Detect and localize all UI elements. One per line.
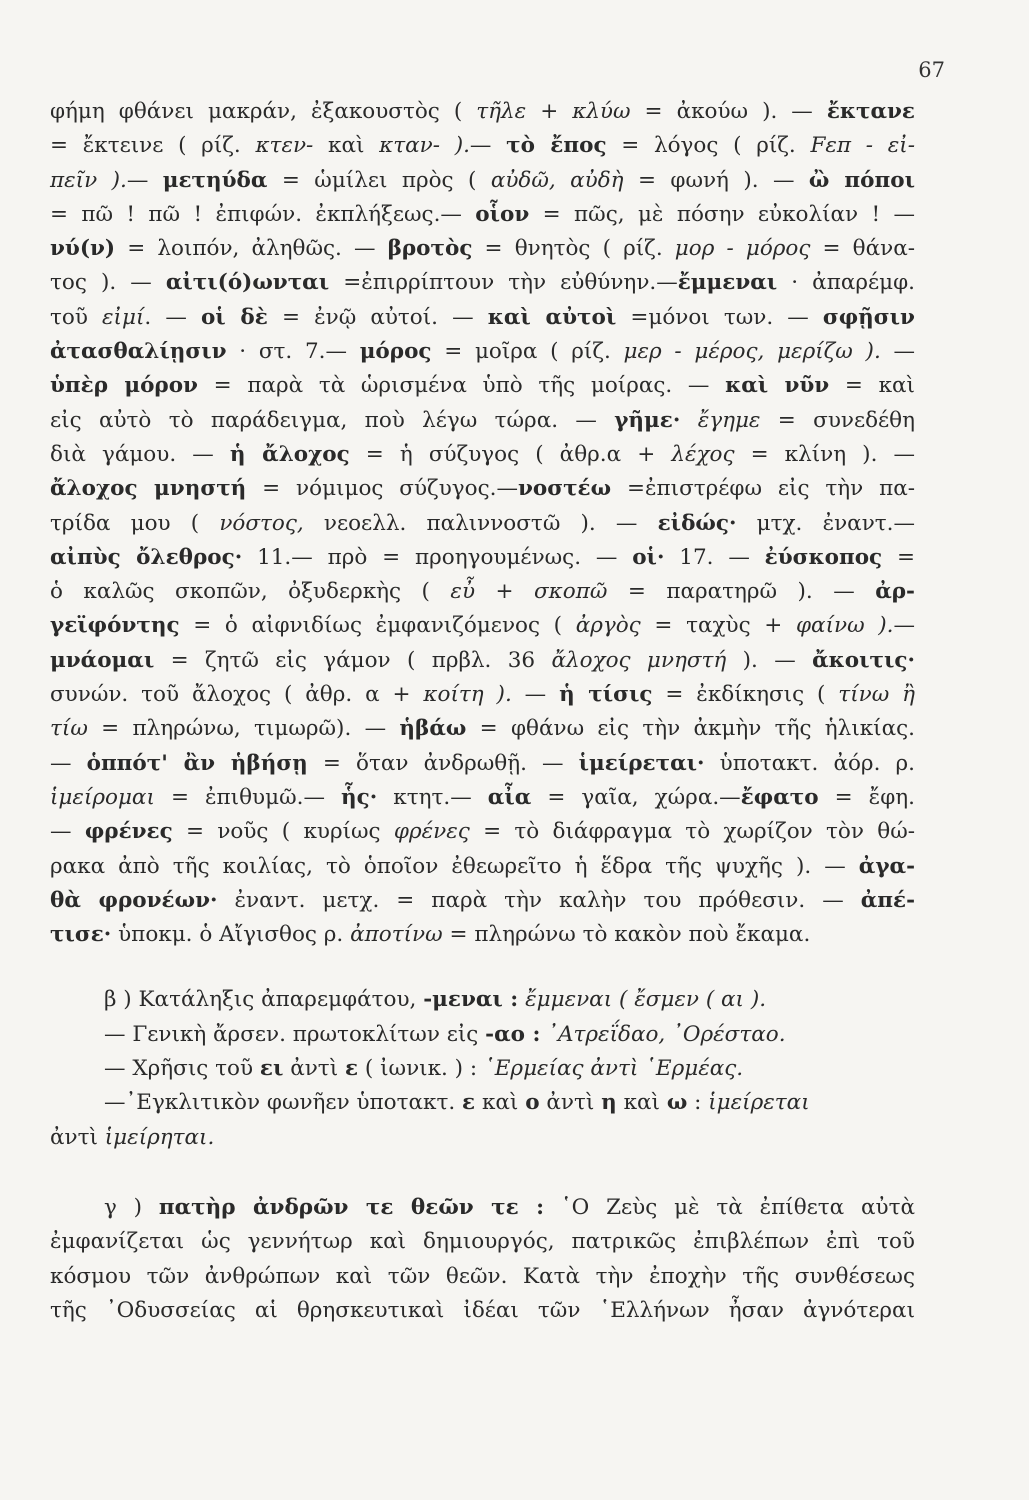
text-line: [50, 644, 915, 678]
text-run: = πληρώνω τὸ κακὸν ποὺ ἔκαμα.: [442, 922, 811, 948]
text-run: = ἔκτεινε ( ρίζ.: [50, 133, 256, 159]
italic-term: ἀργὸς: [575, 613, 641, 639]
text-run: καὶ: [616, 1090, 667, 1116]
text-run: = θάνα-: [810, 236, 916, 262]
headword: ε: [344, 1056, 359, 1082]
italic-term: εἰμί: [102, 304, 145, 330]
headword: ἡ τίσις: [559, 682, 653, 708]
text-run: = παρὰ τὰ ὡρισμένα ὑπὸ τῆς μοίρας. —: [197, 373, 726, 399]
headword: ει: [259, 1056, 284, 1082]
headword: ἀγα-: [858, 853, 915, 879]
headword: οἱ·: [632, 544, 665, 570]
text-run: = τὸ διάφραγμα τὸ χωρίζον τὸν θώ-: [469, 819, 915, 845]
italic-term: φρένες: [393, 819, 470, 845]
text-run: —: [893, 613, 915, 639]
italic-term: ἱμείρηται.: [104, 1124, 215, 1150]
headword: ἡ ἄλοχος: [229, 441, 350, 467]
text-run: = μοῖρα ( ρίζ.: [431, 339, 624, 365]
text-run: ἀντὶ: [539, 1090, 602, 1116]
headword: αἰπὺς ὄλεθρος·: [50, 544, 243, 570]
text-line: [50, 472, 915, 506]
headword: γεϊφόντης: [50, 613, 180, 639]
text-run: ὑποτακτ. ἀόρ. ρ.: [704, 750, 915, 776]
section-g-paragraph: [50, 1191, 915, 1328]
italic-term: Fεπ - εἰ-: [810, 133, 915, 159]
headword: ἀρ-: [875, 579, 915, 605]
headword: ἔκτανε: [826, 99, 915, 124]
italic-term: ἔμμεναι ( ἔσμεν ( αι ).: [525, 987, 767, 1013]
italic-term: ῾Ερμείας ἀντὶ ῾Ερμέας.: [483, 1056, 744, 1082]
text-line: [50, 850, 915, 884]
headword: σφῇσιν: [822, 304, 915, 330]
headword: τὸ ἔπος: [506, 133, 607, 159]
headword: νύ(ν): [50, 236, 116, 262]
text-run: = ἡ σύζυγος ( ἀθρ.α +: [349, 441, 672, 467]
text-run: ἀντὶ: [50, 1124, 105, 1150]
italic-term: ἱμείρομαι: [50, 784, 155, 810]
headword: ἱμείρεται·: [578, 750, 705, 776]
headword: μνάομαι: [50, 647, 155, 673]
text-run: =ἐπιρρίπτουν τὴν εὐθύνην.—: [329, 270, 678, 296]
text-run: ὁ καλῶς σκοπῶν, ὀξυδερκὴς (: [50, 579, 451, 605]
text-line: [50, 678, 915, 712]
page-body: [50, 95, 915, 1328]
text-run: συνών. τοῦ ἄλοχος ( ἀθρ. α +: [50, 682, 424, 708]
text-line: [50, 232, 915, 266]
italic-term: ᾿Ατρεΐδαο, ᾿Ορέσταο.: [547, 1021, 786, 1047]
text-run: β ) Κατάληξις ἀπαρεμφάτου,: [104, 987, 424, 1013]
headword: οἱ δὲ: [200, 304, 268, 330]
text-run: τρίδα μου (: [50, 510, 220, 536]
text-run: = πῶς, μὲ πόσην εὐκολίαν ! —: [529, 201, 916, 227]
headword: ἔμμεναι: [677, 270, 778, 296]
italic-term: κτεν-: [255, 133, 329, 159]
headword: ἡβάω: [399, 716, 467, 742]
text-line: [50, 164, 915, 198]
headword: μόρος: [359, 339, 432, 365]
text-line: [50, 266, 915, 300]
headword: ἀπέ-: [860, 887, 915, 913]
text-line: [50, 301, 915, 335]
headword: ἀτασθαλίῃσιν: [50, 339, 227, 365]
text-run: · ἀπαρέμφ.: [777, 270, 915, 296]
text-run: τοῦ: [50, 304, 103, 330]
text-line: [50, 1260, 915, 1294]
text-line: [50, 747, 915, 781]
text-line: [50, 507, 915, 541]
text-line: [50, 404, 915, 438]
text-run: κόσμου τῶν ἀνθρώπων καὶ τῶν θεῶν. Κατὰ τὴν ἐποχὴν τῆς συνθέσεως: [50, 1263, 915, 1289]
italic-term: κταν- ).: [379, 133, 470, 159]
text-run: 11.— πρὸ = προηγουμένως. —: [242, 544, 633, 570]
text-run: · στ. 7.—: [226, 339, 360, 365]
text-run: —: [126, 167, 163, 193]
text-line: [50, 983, 915, 1017]
headword: οἷον: [475, 201, 530, 227]
text-line: [50, 1052, 915, 1086]
text-run: = κλίνη ). —: [734, 441, 915, 467]
text-line: [50, 1018, 915, 1052]
headword: αἰτι(ό)ωνται: [165, 270, 330, 296]
headword: ο: [525, 1090, 540, 1116]
text-run: ἀντὶ: [283, 1056, 345, 1082]
page-number: 67: [918, 58, 945, 82]
headword: ε: [462, 1090, 476, 1116]
italic-term: πεῖν ).: [50, 167, 127, 193]
text-run: = λοιπόν, ἀληθῶς. —: [115, 236, 388, 262]
text-line: [50, 541, 915, 575]
text-line: [50, 575, 915, 609]
text-run: —᾿Εγκλιτικὸν φωνῆεν ὑποτακτ.: [104, 1090, 463, 1116]
text-run: γ ): [104, 1194, 159, 1220]
text-line: [50, 95, 915, 129]
text-run: = ἔφη.: [818, 784, 915, 810]
text-run: = ἀκούω ). —: [630, 99, 827, 124]
text-run: — Χρῆσις τοῦ: [104, 1056, 260, 1082]
italic-term: ἀποτίνω: [350, 922, 443, 948]
italic-term: φαίνω ).: [796, 613, 894, 639]
text-run: τος ). —: [50, 270, 166, 296]
italic-term: ἔγημε: [697, 407, 761, 433]
text-run: = πῶ ! πῶ ! ἐπιφών. ἐκπλήξεως.—: [50, 201, 476, 227]
italic-term: νόστος,: [219, 510, 304, 536]
text-run: =: [882, 544, 915, 570]
text-run: —: [469, 133, 507, 159]
text-run: ). —: [726, 647, 813, 673]
text-line: [50, 815, 915, 849]
italic-term: λέχος: [671, 441, 735, 467]
text-line: [50, 1294, 915, 1328]
text-line: [50, 438, 915, 472]
text-run: = πληρώνω, τιμωρῶ). —: [87, 716, 400, 742]
italic-term: κοίτη ).: [423, 682, 512, 708]
text-run: ἐμφανίζεται ὡς γεννήτωρ καὶ δημιουργός, πατρικῶς ἐπιβλέπων ἐπὶ τοῦ: [50, 1229, 915, 1255]
text-run: = θνητὸς ( ρίζ.: [472, 236, 675, 262]
headword: καὶ αὐτοὶ: [487, 304, 617, 330]
text-run: = λόγος ( ρίζ.: [606, 133, 811, 159]
text-run: = ὅταν ἀνδρωθῇ. —: [307, 750, 579, 776]
text-run: = φωνή ). —: [623, 167, 809, 193]
headword: ω: [666, 1090, 688, 1116]
headword: πατὴρ ἀνδρῶν τε θεῶν τε :: [158, 1194, 545, 1220]
headword: ὑπὲρ μόρον: [50, 373, 198, 399]
text-run: καὶ: [328, 133, 380, 159]
headword: -μεναι :: [423, 987, 519, 1013]
headword: ἧς·: [341, 784, 378, 810]
headword: ἔφατο: [740, 784, 819, 810]
text-run: —: [511, 682, 560, 708]
text-run: = ἐνῷ αὐτοί. —: [267, 304, 488, 330]
text-run: = ζητῶ εἰς γάμον ( πρβλ. 36: [154, 647, 552, 673]
headword: φρένες: [84, 819, 173, 845]
headword: ἄκοιτις·: [812, 647, 915, 673]
text-line: [50, 1121, 915, 1155]
text-run: . —: [144, 304, 201, 330]
text-run: = ταχὺς +: [640, 613, 796, 639]
italic-term: μορ - μόρος: [674, 236, 811, 262]
text-line: [50, 369, 915, 403]
text-run: —: [880, 339, 915, 365]
headword: ὁππότ' ἂν ἡβήσῃ: [86, 750, 308, 776]
text-run: ὑποκμ. ὁ Αἴγισθος ρ.: [111, 922, 351, 948]
text-run: =ἐπιστρέφω εἰς τὴν πα-: [611, 476, 915, 502]
text-line: [50, 129, 915, 163]
italic-term: ἄλοχος μνηστή: [551, 647, 727, 673]
headword: μετηύδα: [162, 167, 268, 193]
text-run: = ἐπιθυμῶ.—: [154, 784, 342, 810]
text-line: [50, 781, 915, 815]
text-line: [50, 1191, 915, 1225]
italic-term: τίνω ἢ: [838, 682, 915, 708]
headword: καὶ νῦν: [725, 373, 830, 399]
text-run: — Γενικὴ ἄρσεν. πρωτοκλίτων εἰς: [104, 1021, 486, 1047]
text-run: = ἐκδίκησις (: [652, 682, 839, 708]
headword: η: [601, 1090, 617, 1116]
text-run: [680, 408, 697, 433]
headword: εἰδώς·: [657, 510, 737, 536]
headword: ἐύσκοπος: [764, 544, 883, 570]
text-run: = γαῖα, χώρα.—: [531, 784, 741, 810]
headword: τισε·: [50, 922, 112, 948]
text-run: κτητ.—: [377, 784, 488, 810]
text-run: ῾Ο Ζεὺς μὲ τὰ ἐπίθετα αὐτὰ: [544, 1194, 915, 1220]
italic-term: τῆλε + κλύω: [476, 99, 631, 124]
text-line: [50, 609, 915, 643]
headword: ἄλοχος μνηστή: [50, 476, 247, 502]
text-run: καὶ: [475, 1090, 526, 1116]
text-run: = ὁ αἰφνιδίως ἐμφανιζόμενος (: [179, 613, 576, 639]
text-run: 17. —: [664, 544, 765, 570]
text-run: = φθάνω εἰς τὴν ἀκμὴν τῆς ἡλικίας.: [466, 716, 916, 742]
text-line: [50, 918, 915, 952]
text-line: [50, 884, 915, 918]
text-line: [50, 335, 915, 369]
headword: θὰ φρονέων·: [50, 887, 218, 913]
text-run: = καὶ: [829, 373, 915, 399]
text-run: εἰς αὐτὸ τὸ παράδειγμα, ποὺ λέγω τώρα. —: [50, 407, 615, 433]
text-run: = νόμιμος σύζυγος.—: [246, 476, 518, 502]
text-line: [50, 1086, 915, 1120]
text-run: —: [50, 819, 85, 845]
headword: βροτὸς: [387, 236, 473, 262]
text-run: ρακα ἀπὸ τῆς κοιλίας, τὸ ὁποῖον ἐθεωρεῖτο ἡ ἕδρα τῆς ψυχῆς ). —: [50, 853, 859, 879]
headword: νοστέω: [517, 476, 612, 502]
text-line: [50, 198, 915, 232]
text-run: =μόνοι των. —: [616, 304, 823, 330]
text-line: [50, 1225, 915, 1259]
text-run: ( ἰωνικ. ) :: [358, 1056, 484, 1082]
italic-term: μερ - μέρος, μερίζω ).: [623, 339, 881, 365]
text-run: διὰ γάμου. —: [50, 441, 230, 467]
italic-term: αὐδῶ, αὐδὴ: [490, 167, 624, 193]
glossary-paragraph: [50, 95, 915, 952]
text-run: μτχ. ἐναντ.—: [736, 510, 915, 536]
text-run: :: [687, 1090, 709, 1116]
italic-term: ἱμείρεται: [708, 1090, 810, 1116]
headword: αἶα: [487, 784, 532, 810]
text-run: = συνεδέθη: [760, 407, 916, 433]
italic-term: εὖ + σκοπῶ: [450, 579, 608, 605]
text-run: ἐναντ. μετχ. = παρὰ τὴν καλὴν του πρόθεσιν. —: [217, 887, 861, 913]
headword: ὢ πόποι: [808, 167, 915, 193]
text-run: = παρατηρῶ ). —: [607, 579, 876, 605]
text-run: —: [50, 750, 87, 776]
text-line: [50, 712, 915, 746]
section-b-grammar-notes: [50, 983, 915, 1154]
italic-term: τίω: [50, 716, 88, 742]
text-run: τῆς ᾿Οδυσσείας αἱ θρησκευτικαὶ ἰδέαι τῶν ῾Ελλήνων ἦσαν ἀγνότεραι: [50, 1297, 915, 1323]
headword: γῆμε·: [614, 407, 681, 433]
headword: -αο :: [485, 1021, 541, 1047]
text-run: νεοελλ. παλιννοστῶ ). —: [303, 510, 658, 536]
text-run: = ὡμίλει πρὸς (: [267, 167, 491, 193]
text-run: φήμη φθάνει μακράν, ἐξακουστὸς (: [50, 99, 477, 124]
text-run: = νοῦς ( κυρίως: [172, 819, 394, 845]
